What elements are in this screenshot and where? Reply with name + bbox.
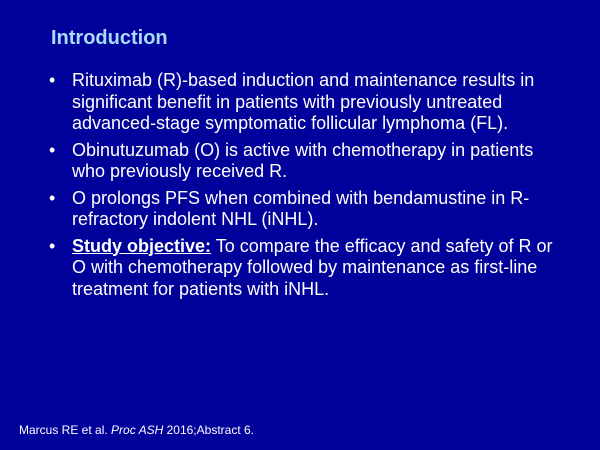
bullet-text: Obinutuzumab (O) is active with chemotherapy in patients who previously received R. (72, 139, 534, 181)
bullet-item-obinutuzumab (47, 140, 567, 183)
bullet-icon: • (49, 70, 56, 90)
citation-authors: Marcus RE et al. (19, 423, 112, 437)
bullet-text: O prolongs PFS when combined with bendamustine in R-refractory indolent NHL (iNHL). (72, 187, 530, 229)
bullet-list (47, 70, 567, 305)
bullet-icon: • (49, 187, 56, 208)
citation-journal: Proc ASH (111, 423, 164, 437)
bullet-icon: • (49, 139, 56, 160)
citation (19, 422, 254, 438)
bullet-icon: • (49, 235, 56, 256)
bullet-item-study-objective (47, 236, 567, 301)
bullet-item-rituximab (47, 70, 567, 135)
citation-details: 2016;Abstract 6. (163, 423, 255, 437)
study-objective-label: Study objective: (72, 235, 212, 256)
bullet-text: Rituximab (R)-based induction and maintenance results in significant benefit in patients with previously untreated advanced-stage symptomatic follicular lymphoma (FL). (72, 70, 535, 133)
bullet-item-pfs (47, 188, 567, 231)
bullet-text: To compare the efficacy and safety of R or O with chemotherapy followed by maintenance as first-line treatment for patients with iNHL. (72, 235, 553, 299)
slide-title: Introduction (51, 27, 168, 49)
